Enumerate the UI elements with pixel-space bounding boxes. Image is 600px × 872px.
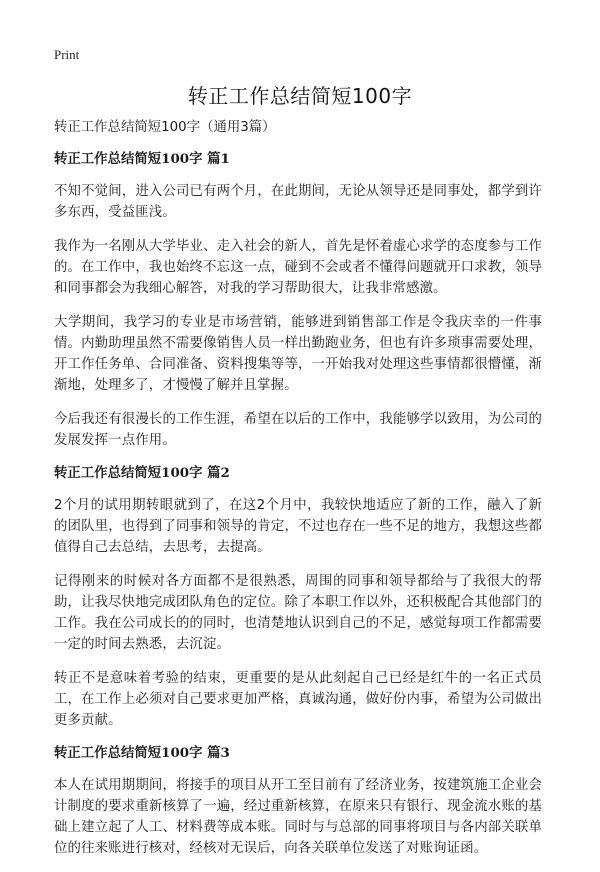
section-heading: 转正工作总结简短100字 篇1 <box>54 151 230 167</box>
document-subtitle: 转正工作总结简短100字（通用3篇） <box>54 120 276 135</box>
section-heading: 转正工作总结简短100字 篇3 <box>54 745 230 761</box>
paragraph: 今后我还有很漫长的工作生涯，希望在以后的工作中，我能够学以致用，为公司的发展发挥一点作用。 <box>54 412 542 448</box>
paragraph: 本人在试用期期间，将接手的项目从开工至目前有了经济业务，按建筑施工企业会计制度的要求重新核算了一遍，经过重新核算，在原来只有银行、现金流水账的基础上建立起了人工、材料费等成本账。同时与与总部的同事将项目与各内部关联单位的往来账进行核对，经核对无误后，向各关联单位发送了对账询证函。 <box>54 778 542 856</box>
paragraph: 不知不觉间，进入公司已有两个月，在此期间，无论从领导还是同事处，都学到许多东西，受益匪浅。 <box>54 184 542 220</box>
section-1 <box>54 149 542 451</box>
section-3 <box>54 743 542 859</box>
paragraph: 大学期间，我学习的专业是市场营销，能够进到销售部工作是令我庆幸的一件事情。内勤助理虽然不需要像销售人员一样出勤跑业务，但也有许多琐事需要处理，开工作任务单、合同准备、资料搜集等等，一开始我对处理这些事情都很懵懂，渐渐地，处理多了，才慢慢了解并且掌握。 <box>54 315 542 393</box>
paragraph: 我作为一名刚从大学毕业、走入社会的新人，首先是怀着虚心求学的态度参与工作的。在工作中，我也始终不忘这一点，碰到不会或者不懂得问题就开口求教，领导和同事都会为我细心解答，对我的学习帮助很大，让我非常感激。 <box>54 239 542 296</box>
section-heading: 转正工作总结简短100字 篇2 <box>54 465 230 481</box>
paragraph: 转正不是意味着考验的结束，更重要的是从此刻起自己已经是红牛的一名正式员工，在工作上必须对自己要求更加严格，真诚沟通，做好份内事，希望为公司做出更多贡献。 <box>54 671 542 728</box>
print-link[interactable]: Print <box>54 47 80 62</box>
document-body <box>54 118 542 872</box>
section-2 <box>54 463 542 731</box>
document-title: 转正工作总结简短100字 <box>187 84 413 108</box>
paragraph: 2个月的试用期转眼就到了，在这2个月中，我较快地适应了新的工作，融入了新的团队里，也得到了同事和领导的肯定，不过也存在一些不足的地方，我想这些都值得自己去总结，去思考，去提高。 <box>54 498 542 555</box>
paragraph: 记得刚来的时候对各方面都不是很熟悉，周围的同事和领导都给与了我很大的帮助，让我尽快地完成团队角色的定位。除了本职工作以外，还积极配合其他部门的工作。我在公司成长的的同时，也清楚地认识到自己的不足，感觉每项工作都需要一定的时间去熟悉，去沉淀。 <box>54 574 542 652</box>
